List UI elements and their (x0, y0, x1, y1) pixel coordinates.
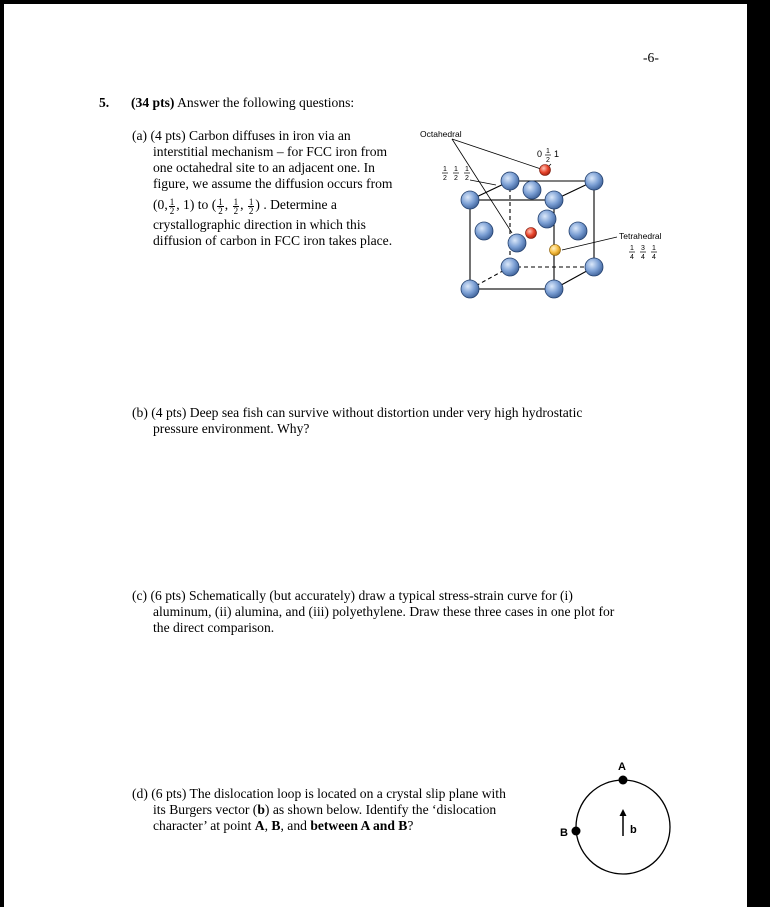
point-b-label: B (560, 827, 568, 839)
fraction-half: $\frac{1}{2}$ (233, 197, 239, 216)
part-c-line-3: the direct comparison. (153, 620, 275, 635)
page-number: -6- (643, 50, 659, 65)
svg-text:3: 3 (641, 245, 645, 252)
center-coord-fractions (442, 166, 470, 182)
svg-text:4: 4 (630, 254, 634, 261)
svg-text:2: 2 (454, 175, 458, 182)
part-a-line-6: crystallographic direction in which this (153, 217, 366, 232)
part-a-line-7: diffusion of carbon in FCC iron takes place. (153, 233, 393, 248)
svg-text:2: 2 (465, 175, 469, 182)
part-d-line-2: its Burgers vector (b) as shown below. Identify the ‘dislocation (153, 802, 497, 817)
burgers-vector-label: b (630, 824, 637, 836)
fraction-half: $\frac{1}{2}$ (248, 197, 254, 216)
point-b-marker (572, 827, 581, 836)
octahedral-site-top (540, 165, 551, 176)
octahedral-coord-1: 1 (554, 149, 560, 159)
part-a-line-5: (0, $\frac{1}{2}$ , 1) to ( $\frac{1}{2}$ , $\frac{1}{2}$ , $\frac{1}{2}$ ) . Determine a (153, 197, 337, 216)
part-b-line-2: pressure environment. Why? (153, 421, 310, 436)
svg-text:4: 4 (641, 254, 645, 261)
svg-text:1: 1 (652, 245, 656, 252)
dislocation-loop-figure (552, 752, 677, 884)
point-a-marker (619, 776, 628, 785)
question-number: 5. (99, 95, 110, 110)
svg-text:1: 1 (454, 166, 458, 173)
part-a-line-3: one octahedral site to an adjacent one. In (153, 160, 375, 175)
fcc-interstitial-figure (414, 122, 684, 304)
octahedral-coord-half-num: 1 (546, 148, 550, 155)
question-header (131, 95, 354, 112)
tetrahedral-coord-fractions (629, 245, 657, 261)
tetrahedral-site (550, 245, 561, 256)
point-a-label: A (618, 761, 626, 773)
part-c-line-1: (c) (6 pts) Schematically (but accurately) draw a typical stress-strain curve for (i) (132, 588, 573, 603)
part-c-line-2: aluminum, (ii) alumina, and (iii) polyethylene. Draw these three cases in one plot for (153, 604, 615, 619)
part-a-line-4: figure, we assume the diffusion occurs from (153, 176, 393, 191)
part-a-line-1: (a) (4 pts) Carbon diffuses in iron via an (132, 128, 351, 143)
question-title: Answer the following questions: (177, 95, 355, 110)
question-points: (34 pts) (131, 95, 175, 110)
part-a-line-2: interstitial mechanism – for FCC iron from (153, 144, 388, 159)
part-d-line-3: character’ at point A, B, and between A and B? (153, 818, 414, 833)
svg-text:4: 4 (652, 254, 656, 261)
octahedral-coord-half-den: 2 (546, 157, 550, 164)
exam-page (4, 4, 747, 907)
burgers-vector-arrowhead (620, 809, 627, 816)
svg-text:2: 2 (443, 175, 447, 182)
octahedral-label: Octahedral (420, 129, 462, 139)
svg-text:1: 1 (465, 166, 469, 173)
tetrahedral-label: Tetrahedral (619, 231, 662, 241)
part-b-line-1: (b) (4 pts) Deep sea fish can survive without distortion under very high hydrostatic (132, 405, 583, 420)
fraction-half: $\frac{1}{2}$ (169, 197, 175, 216)
octahedral-site-center (526, 228, 537, 239)
fraction-half: $\frac{1}{2}$ (218, 197, 223, 216)
svg-text:1: 1 (443, 166, 447, 173)
part-d-line-1: (d) (6 pts) The dislocation loop is located on a crystal slip plane with (132, 786, 506, 801)
svg-text:1: 1 (630, 245, 634, 252)
octahedral-coord-0: 0 (537, 149, 543, 159)
